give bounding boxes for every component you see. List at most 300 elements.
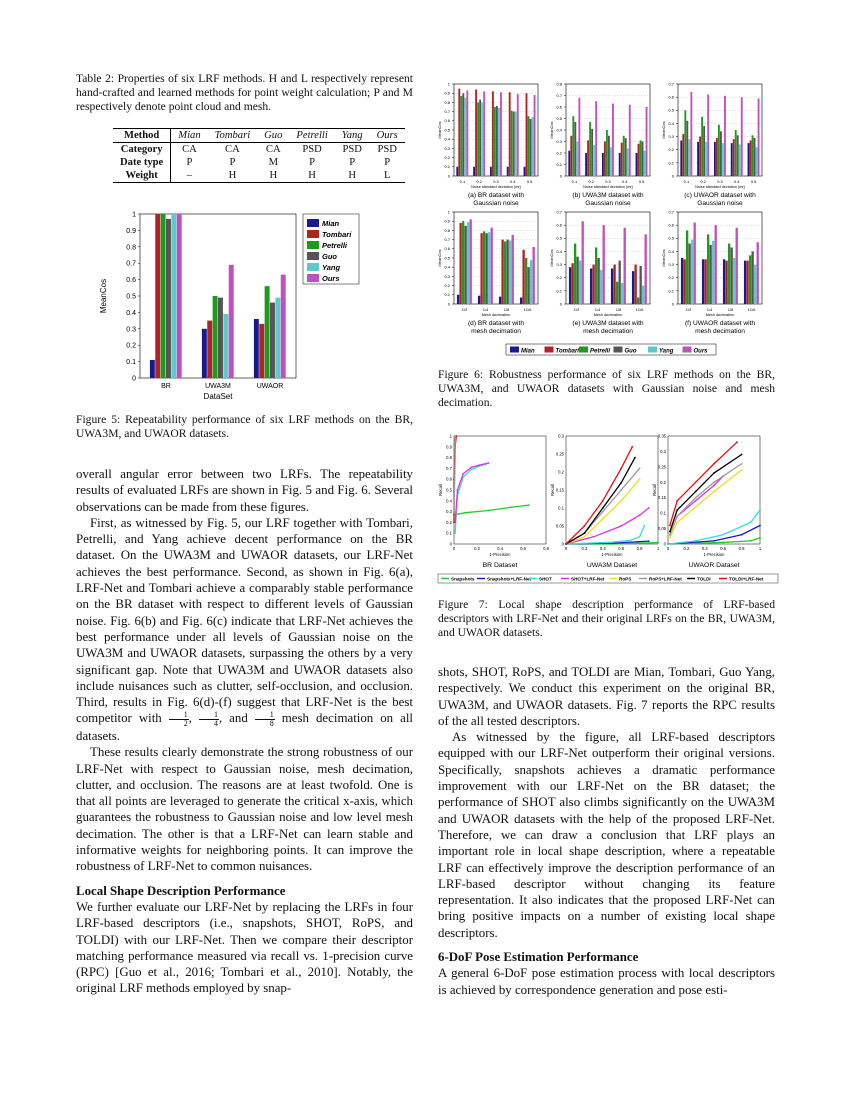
table-header-cell: Petrelli: [289, 129, 334, 143]
bar-mian: [150, 360, 155, 378]
y-tick-label: 0.35: [657, 433, 666, 439]
data-point: [713, 484, 715, 486]
bar-ours: [758, 98, 760, 176]
bar-ours: [177, 214, 182, 378]
y-tick-label: 0.8: [126, 244, 136, 252]
bar-mian: [697, 142, 699, 176]
data-point: [741, 469, 743, 471]
bar-petrelli: [686, 230, 688, 304]
bar-guo: [270, 303, 275, 378]
y-axis-label: MeanCos: [661, 249, 666, 267]
y-tick-label: 0.7: [446, 465, 452, 471]
data-point: [470, 466, 472, 468]
y-tick-label: 0.05: [657, 526, 666, 532]
x-tick-label: 0.2: [700, 179, 706, 184]
legend-swatch: [307, 241, 319, 249]
bar-ours: [483, 91, 485, 176]
bar-yang: [498, 108, 500, 176]
fraction-den: 2: [183, 719, 188, 728]
y-tick-label: 0.15: [657, 495, 666, 501]
x-tick-label: 1: [656, 546, 660, 551]
x-tick-label: 0.2: [581, 546, 588, 551]
panel-label: Gaussian noise: [585, 200, 631, 207]
data-point: [454, 437, 456, 439]
bar-yang: [530, 260, 532, 304]
bar-yang: [532, 117, 534, 176]
x-tick-label: 1/2: [685, 307, 692, 312]
y-tick-label: 0.3: [444, 145, 450, 151]
y-tick-label: 0.2: [558, 469, 564, 475]
y-tick-label: 0.6: [444, 246, 450, 252]
y-tick-label: 0.6: [668, 94, 674, 100]
bar-tombari: [458, 89, 460, 176]
x-tick-label: 0.6: [520, 546, 526, 551]
legend-label: Tombari: [322, 230, 352, 239]
bar-yang: [688, 139, 690, 176]
table-cell: P: [186, 157, 193, 168]
y-tick-label: 0: [559, 301, 562, 307]
data-point: [669, 534, 671, 536]
bar-yang: [756, 147, 758, 176]
y-tick-label: 0.7: [444, 109, 450, 114]
bar-tombari: [459, 223, 461, 304]
y-tick-label: 0.9: [446, 444, 452, 450]
y-tick-label: 0.8: [444, 227, 450, 233]
panel-label: (b) UWA3M dataset with: [572, 192, 644, 199]
data-point: [759, 509, 761, 511]
y-tick-label: 0.1: [668, 288, 674, 294]
bar-ours: [466, 90, 468, 176]
fraction-num: 1: [169, 711, 189, 720]
bar-guo: [608, 136, 610, 176]
y-tick-label: 0.7: [556, 92, 562, 98]
bar-yang: [627, 148, 629, 176]
legend-label: Snapshots+LRF-Net: [487, 576, 532, 582]
x-tick-label: 0: [564, 546, 568, 551]
x-axis-label: Mesh decimation: [593, 313, 623, 317]
panel-label: Gaussian noise: [697, 200, 743, 207]
data-point: [620, 525, 622, 527]
data-point: [454, 457, 456, 459]
data-point: [695, 506, 697, 508]
bar-mian: [490, 167, 492, 176]
y-tick-label: 0.5: [668, 235, 674, 241]
y-tick-label: 0: [559, 173, 562, 179]
bar-mian: [478, 296, 480, 304]
y-tick-label: 0.2: [446, 519, 452, 525]
data-point: [639, 468, 641, 470]
bar-tombari: [750, 141, 752, 176]
data-point: [759, 525, 761, 527]
legend-swatch: [683, 347, 692, 353]
x-axis-label: 1-Precision: [703, 552, 725, 557]
table-cell: H: [289, 169, 334, 183]
table-header-cell: Yang: [335, 129, 370, 143]
bar-ours: [534, 95, 536, 176]
data-point: [453, 511, 455, 513]
bar-petrelli: [637, 297, 639, 304]
bar-petrelli: [213, 296, 218, 378]
bar-petrelli: [511, 111, 513, 176]
data-point: [630, 540, 632, 542]
x-tick-label: 1/8: [615, 307, 622, 312]
section-heading: Local Shape Description Performance: [76, 883, 286, 898]
legend-swatch: [614, 347, 623, 353]
y-tick-label: 0.9: [126, 227, 136, 235]
y-tick-label: 0: [447, 301, 450, 307]
fraction-den: 4: [213, 719, 218, 728]
y-tick-label: 0.3: [556, 261, 562, 267]
data-point: [602, 511, 604, 513]
data-point: [584, 532, 586, 534]
bar-ours: [603, 225, 605, 304]
bar-ours: [533, 247, 535, 304]
paragraph: overall angular error between two LRFs. The repeatability results of evaluated LRFs are shown in Fig. 5 and Fig. 6. Several observations can be made from these figures.: [76, 467, 413, 514]
data-point: [713, 491, 715, 493]
section-heading: 6-DoF Pose Estimation Performance: [438, 950, 639, 965]
table2-caption: Table 2: Properties of six LRF methods. H and L respectively represent hand-crafted and learned methods for point weight calculation; P and M respectively denote point cloud and mesh.: [76, 72, 413, 114]
bar-mian: [457, 295, 459, 304]
bar-petrelli: [494, 107, 496, 176]
bar-guo: [640, 266, 642, 304]
series-line-toldi-lrf-net: [566, 447, 632, 544]
bar-guo: [625, 138, 627, 176]
bar-yang: [171, 214, 176, 378]
bar-petrelli: [718, 125, 720, 176]
legend-swatch: [545, 347, 554, 353]
panel-label: (a) BR dataset with: [467, 192, 525, 199]
bar-yang: [488, 232, 490, 304]
bar-yang: [712, 241, 714, 304]
bar-petrelli: [749, 255, 751, 304]
bar-petrelli: [752, 135, 754, 176]
legend-label: Guo: [624, 348, 637, 355]
data-point: [602, 518, 604, 520]
bar-petrelli: [701, 117, 703, 176]
x-tick-label: BR: [161, 383, 171, 390]
legend-swatch: [307, 252, 319, 260]
x-axis-label: Noise standard deviation (mr): [695, 185, 745, 189]
table-row: [113, 169, 405, 183]
bar-guo: [479, 100, 481, 176]
bar-petrelli: [477, 102, 479, 176]
bar-guo: [218, 298, 223, 378]
data-point: [470, 469, 472, 471]
data-point: [511, 506, 513, 508]
bar-tombari: [613, 265, 615, 304]
data-point: [695, 491, 697, 493]
y-tick-label: 0.2: [660, 479, 666, 485]
bar-mian: [473, 167, 475, 176]
data-point: [453, 522, 455, 524]
y-tick-label: 0: [561, 541, 564, 547]
y-tick-label: 0.8: [444, 99, 450, 105]
x-tick-label: UWA3M: [205, 383, 231, 390]
y-tick-label: 0.5: [444, 127, 450, 133]
x-tick-label: 0.1: [571, 179, 578, 184]
data-point: [750, 540, 752, 542]
data-point: [741, 463, 743, 465]
legend-label: Yang: [659, 348, 674, 355]
bar-mian: [619, 153, 621, 176]
y-tick-label: 0.5: [444, 255, 450, 261]
x-tick-label: 0.1: [459, 179, 466, 184]
x-tick-label: UWAOR: [256, 383, 284, 390]
y-tick-label: 0.7: [668, 81, 674, 87]
bar-petrelli: [589, 122, 591, 176]
x-tick-label: 1/8: [503, 307, 510, 312]
y-axis-label: Recall: [438, 484, 443, 496]
x-tick-label: 0.3: [605, 179, 611, 184]
data-point: [620, 500, 622, 502]
bar-yang: [275, 298, 280, 378]
legend-label: Guo: [322, 252, 337, 261]
bar-mian: [568, 151, 570, 176]
data-point: [695, 481, 697, 483]
x-tick-label: 0.4: [599, 546, 606, 551]
y-tick-label: 0: [671, 301, 674, 307]
plot-frame: [668, 436, 760, 544]
legend-swatch: [307, 230, 319, 238]
table-cell: P: [309, 157, 316, 168]
bar-guo: [462, 93, 464, 176]
bar-yang: [509, 241, 511, 304]
data-point: [669, 525, 671, 527]
bar-guo: [752, 251, 754, 304]
paragraph: A general 6-DoF pose estimation process with local descriptors is achieved by correspondence generation and pose esti-: [438, 966, 775, 997]
x-tick-label: 1/4: [706, 307, 713, 312]
bar-ours: [694, 223, 696, 304]
legend-label: Ours: [322, 274, 340, 283]
fraction-den: 8: [269, 719, 274, 728]
x-tick-label: 0: [452, 546, 456, 551]
bar-yang: [464, 98, 466, 176]
bar-ours: [578, 98, 580, 176]
data-point: [676, 509, 678, 511]
y-tick-label: 0.5: [556, 235, 562, 241]
bar-yang: [593, 145, 595, 176]
y-tick-label: 0.4: [126, 309, 136, 317]
bar-tombari: [716, 138, 718, 176]
fraction: [169, 711, 189, 728]
bar-petrelli: [735, 130, 737, 176]
data-point: [639, 536, 641, 538]
bar-guo: [528, 267, 530, 304]
x-tick-label: 1/16: [523, 307, 532, 312]
data-point: [457, 489, 459, 491]
table-cell: –: [171, 169, 208, 183]
bar-ours: [470, 219, 472, 304]
y-axis-label: MeanCos: [437, 249, 442, 267]
bar-tombari: [509, 92, 511, 176]
data-point: [713, 540, 715, 542]
bar-petrelli: [525, 258, 527, 304]
panel-label: (f) UWAOR dataset with: [684, 320, 756, 327]
chart-title: UWAOR Dataset: [688, 562, 740, 569]
data-point: [602, 500, 604, 502]
y-tick-label: 0.1: [668, 160, 674, 166]
x-axis-label: DataSet: [203, 392, 233, 401]
bar-petrelli: [640, 140, 642, 176]
panel-label: Gaussian noise: [473, 200, 519, 207]
bar-yang: [515, 112, 517, 176]
bar-ours: [629, 105, 631, 176]
legend-label: Tombari: [555, 348, 579, 355]
x-axis-label: 1-Precision: [489, 552, 511, 557]
bar-petrelli: [623, 136, 625, 176]
x-tick-label: 0.2: [474, 546, 480, 551]
bar-guo: [591, 129, 593, 176]
data-point: [639, 478, 641, 480]
x-tick-label: 0.2: [476, 179, 482, 184]
table-cell: CA: [182, 144, 197, 155]
data-point: [455, 435, 457, 437]
panel-label: mesh decimation: [695, 328, 745, 335]
bar-mian: [714, 142, 716, 176]
figure-5-caption: Figure 5: Repeatability performance of six LRF methods on the BR, UWA3M, and UWAOR datasets.: [76, 413, 413, 441]
bar-guo: [577, 257, 579, 304]
panel-label: mesh decimation: [471, 328, 521, 335]
x-axis-label: Noise standard deviation (mr): [471, 185, 521, 189]
bar-yang: [739, 144, 741, 176]
series-line-rops: [670, 470, 742, 538]
bar-mian: [723, 259, 725, 304]
x-tick-label: 1/4: [482, 307, 489, 312]
bar-yang: [621, 283, 623, 304]
x-tick-label: 0.4: [497, 546, 503, 551]
y-tick-label: 0.6: [556, 104, 562, 110]
legend-label: Ours: [693, 348, 708, 355]
legend-swatch: [648, 347, 657, 353]
x-axis-label: Mesh decimation: [481, 313, 511, 317]
bar-guo: [689, 244, 691, 304]
y-tick-label: 1: [447, 81, 450, 87]
legend-label: TOLDI+LRF-Net: [729, 576, 764, 582]
bar-guo: [642, 142, 644, 177]
bar-guo: [574, 122, 576, 176]
y-tick-label: 0.9: [444, 90, 450, 96]
bar-tombari: [683, 259, 685, 304]
table-header-cell: Mian: [171, 129, 208, 143]
bar-petrelli: [161, 214, 166, 378]
data-point: [478, 464, 480, 466]
table-cell: Category: [113, 143, 171, 157]
table-header-cell: Guo: [257, 129, 289, 143]
table-cell: CA: [225, 144, 240, 155]
bar-tombari: [492, 91, 494, 176]
y-tick-label: 0.8: [446, 455, 452, 461]
bar-guo: [598, 258, 600, 304]
data-point: [488, 510, 490, 512]
bar-yang: [481, 102, 483, 176]
series-line-toldi: [566, 458, 635, 544]
table-row: [113, 156, 405, 169]
bar-ours: [690, 92, 692, 176]
series-line-shot: [668, 510, 760, 544]
y-tick-label: 0.7: [126, 260, 136, 268]
bar-guo: [737, 135, 739, 176]
bar-guo: [496, 106, 498, 176]
y-axis-label: MeanCos: [549, 121, 554, 139]
table-cell: Weight: [113, 169, 171, 183]
chart-title: BR Dataset: [482, 562, 518, 569]
x-tick-label: 0.5: [638, 179, 645, 184]
y-axis-label: MeanCos: [661, 121, 666, 139]
bar-guo: [754, 138, 756, 176]
bar-mian: [681, 258, 683, 304]
y-tick-label: 0.6: [444, 118, 450, 124]
table-cell: CA: [265, 144, 281, 155]
bar-ours: [736, 228, 738, 304]
data-point: [611, 541, 613, 543]
paragraph: As witnessed by the figure, all LRF-based descriptors equipped with our LRF-Net outperform their original versions. Specifically, snapshots achieves a dramatic performance improvement with our LRF-Net on the BR dataset; the performance of SHOT also climbs significantly on the UWA3M and UWAOR datasets with the help of the proposed LRF-Net. Therefore, we can draw a conclusion that LRF plays an important role in local shape description, where a repeatable LRF can effectively improve the description performance of an LRF-based descriptor without changing its feature representation. It also indicates that the proposed LRF-Net can bring positive impacts on a number of existing local shape descriptors.: [438, 730, 775, 940]
data-point: [759, 537, 761, 539]
data-point: [750, 522, 752, 524]
y-axis-label: MeanCos: [99, 278, 108, 314]
bar-tombari: [621, 143, 623, 176]
data-point: [620, 468, 622, 470]
y-tick-label: 0.2: [556, 275, 562, 281]
y-tick-label: 0.2: [556, 150, 562, 156]
bar-mian: [520, 298, 522, 304]
y-tick-label: 0.4: [556, 248, 562, 254]
data-point: [713, 481, 715, 483]
data-point: [722, 534, 724, 536]
y-tick-label: 0.2: [444, 283, 450, 288]
y-tick-label: 0.3: [660, 448, 666, 454]
bar-ours: [757, 242, 759, 304]
bar-yang: [467, 222, 469, 304]
bar-petrelli: [728, 244, 730, 304]
x-tick-label: 0.5: [526, 179, 533, 184]
plot-frame: [454, 436, 546, 544]
data-point: [584, 536, 586, 538]
x-tick-label: 0.4: [701, 546, 708, 551]
bar-petrelli: [684, 110, 686, 176]
y-tick-label: 0.5: [668, 107, 674, 113]
bar-tombari: [682, 134, 684, 176]
y-axis-label: MeanCos: [437, 121, 442, 139]
fraction-num: 1: [199, 711, 219, 720]
y-tick-label: 0: [449, 541, 452, 547]
data-point: [669, 531, 671, 533]
bar-guo: [720, 131, 722, 176]
y-axis-label: MeanCos: [549, 249, 554, 267]
table-cell: P: [384, 157, 391, 168]
bar-petrelli: [595, 247, 597, 304]
data-point: [639, 514, 641, 516]
data-point: [634, 457, 636, 459]
x-tick-label: 0.3: [493, 179, 499, 184]
fraction-num: 1: [255, 711, 275, 720]
y-tick-label: 0.4: [556, 127, 562, 133]
y-tick-label: 0.2: [444, 155, 450, 160]
y-tick-label: 0.6: [126, 277, 136, 285]
bar-mian: [632, 271, 634, 304]
bar-guo: [686, 121, 688, 176]
legend-label: SHOT+LRF-Net: [571, 576, 605, 582]
y-tick-label: 0.1: [556, 161, 562, 167]
x-tick-label: 0.6: [618, 546, 625, 551]
bar-tombari: [699, 137, 701, 176]
bar-yang: [579, 261, 581, 304]
y-tick-label: 0.7: [444, 237, 450, 242]
y-tick-label: 0.2: [668, 147, 674, 153]
bar-mian: [636, 153, 638, 176]
bar-petrelli: [265, 286, 270, 378]
right-body: [438, 664, 775, 998]
paragraph-text: mesh decimation on all datasets.: [76, 711, 413, 743]
